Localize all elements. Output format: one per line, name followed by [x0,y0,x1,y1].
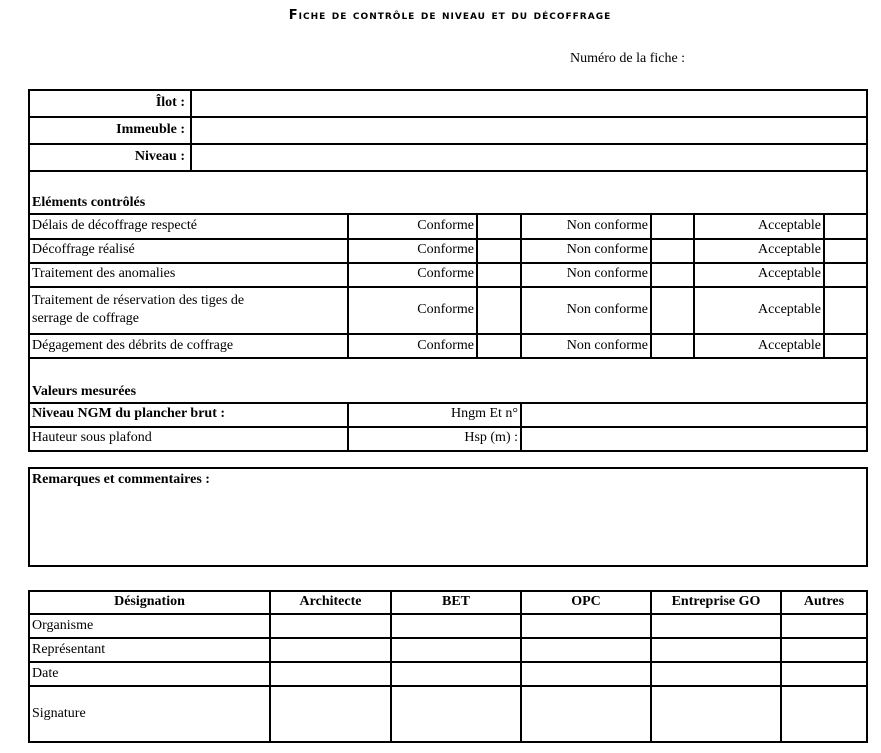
non-conforme-label: Non conforme [566,338,648,353]
column-header-entreprise-go: Entreprise GO [671,594,761,609]
page-title: Fiche de contrôle de niveau et du décoffrage [288,8,612,23]
acceptable-label: Acceptable [758,302,821,317]
ngm-value-field[interactable] [523,405,865,425]
remarks-label: Remarques et commentaires : [32,472,210,487]
elements-heading: Eléments contrôlés [32,195,146,210]
element-row-label: Traitement de réservation des tiges de [32,293,245,308]
acceptable-label: Acceptable [758,242,821,257]
conforme-label: Conforme [417,242,474,257]
non-conforme-checkbox[interactable] [653,264,692,285]
acceptable-checkbox[interactable] [826,216,865,237]
column-header-autres: Autres [803,594,845,609]
conforme-label: Conforme [417,218,474,233]
element-row-label: Dégagement des débrits de coffrage [32,338,234,353]
hauteur-label: Hauteur sous plafond [32,430,152,445]
immeuble-field[interactable] [193,119,865,142]
non-conforme-checkbox[interactable] [653,240,692,261]
ngm-unit-label: Hngm Et n° [450,406,518,421]
hauteur-unit-label: Hsp (m) : [464,430,518,445]
element-row-label: Traitement des anomalies [32,266,176,281]
non-conforme-label: Non conforme [566,302,648,317]
ilot-label: Îlot : [155,95,185,110]
conforme-checkbox[interactable] [479,288,519,332]
immeuble-label: Immeuble : [116,122,185,137]
non-conforme-checkbox[interactable] [653,288,692,332]
acceptable-label: Acceptable [758,266,821,281]
acceptable-label: Acceptable [758,338,821,353]
niveau-field[interactable] [193,146,865,169]
ngm-label: Niveau NGM du plancher brut : [32,406,226,421]
acceptable-checkbox[interactable] [826,288,865,332]
acceptable-checkbox[interactable] [826,264,865,285]
conforme-label: Conforme [417,266,474,281]
non-conforme-label: Non conforme [566,266,648,281]
non-conforme-checkbox[interactable] [653,216,692,237]
row-label-date: Date [32,666,59,681]
non-conforme-checkbox[interactable] [653,336,692,356]
niveau-label: Niveau : [134,149,185,164]
column-header-opc: OPC [571,594,601,609]
column-header-bet: BET [441,594,470,609]
conforme-checkbox[interactable] [479,240,519,261]
conforme-label: Conforme [417,302,474,317]
conforme-label: Conforme [417,338,474,353]
remarks-box[interactable] [28,467,868,567]
row-label-signature: Signature [32,706,86,721]
conforme-checkbox[interactable] [479,336,519,356]
conforme-checkbox[interactable] [479,216,519,237]
acceptable-label: Acceptable [758,218,821,233]
fiche-number-label: Numéro de la fiche : [570,51,686,66]
column-header-architecte: Architecte [299,594,362,609]
element-row-label-continued: serrage de coffrage [32,311,140,326]
element-row-label: Décoffrage réalisé [32,242,135,257]
conforme-checkbox[interactable] [479,264,519,285]
non-conforme-label: Non conforme [566,242,648,257]
hauteur-value-field[interactable] [523,429,865,449]
acceptable-checkbox[interactable] [826,336,865,356]
element-row-label: Délais de décoffrage respecté [32,218,197,233]
column-header-designation: Désignation [114,594,185,609]
ilot-field[interactable] [193,92,865,115]
row-label-organisme: Organisme [32,618,94,633]
acceptable-checkbox[interactable] [826,240,865,261]
measures-heading: Valeurs mesurées [32,384,137,399]
non-conforme-label: Non conforme [566,218,648,233]
row-label-representant: Représentant [32,642,106,657]
